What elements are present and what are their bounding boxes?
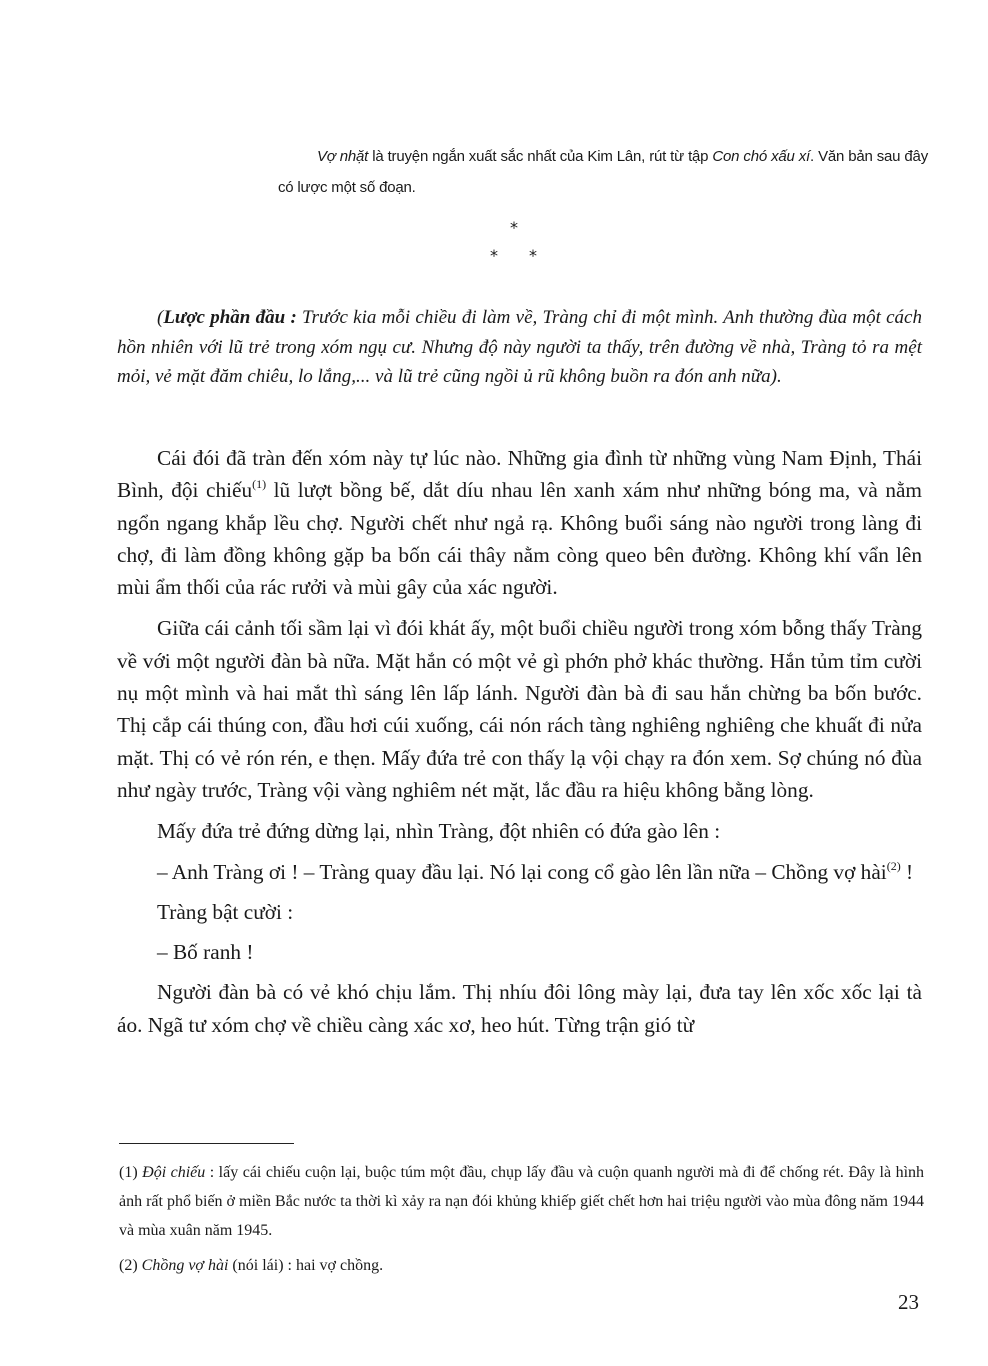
summary-close: ).: [770, 366, 782, 387]
intro-note: [278, 141, 928, 203]
story-title: Vợ nhặt: [317, 148, 369, 165]
summary-text: Trước kia mỗi chiều đi làm về, Tràng chỉ đi một mình. Anh thường đùa một cách hồn nhiên với lũ trẻ trong xóm ngụ cư. Nhưng độ này người ta thấy, trên đường về nhà, Tràng tỏ ra mệt mỏi, vẻ mặt đăm chiêu, lo lắng,... và lũ trẻ cũng ngồi ủ rũ không buồn ra đón anh nữa: [117, 307, 922, 387]
footnote-1: [119, 1158, 924, 1245]
collection-title: Con chó xấu xí: [712, 148, 811, 165]
footnote-2-number: (2): [119, 1257, 142, 1274]
footnote-ref-2: (2): [886, 858, 901, 873]
paragraph-4-text-b: !: [900, 859, 914, 884]
intro-text-2: . Văn bản sau đây có lược một số đoạn.: [278, 148, 928, 196]
main-text: [117, 442, 922, 1050]
intro-text-1: là truyện ngắn xuất sắc nhất của Kim Lân, rút từ tập: [368, 148, 713, 165]
paragraph-6: – Bố ranh !: [157, 940, 254, 965]
footnote-divider: [119, 1143, 294, 1144]
paragraph-7: Người đàn bà có vẻ khó chịu lắm. Thị nhíu đôi lông mày lại, đưa tay lên xốc xốc lại tà áo. Ngã tư xóm chợ về chiều càng xác xơ, heo hút. Từng trận gió từ: [117, 980, 922, 1037]
footnote-2-term: Chồng vợ hài: [141, 1257, 229, 1274]
footnote-1-term: Đội chiếu: [142, 1164, 206, 1181]
paragraph-1: [117, 442, 922, 603]
asterisk-left: *: [490, 246, 498, 265]
footnote-2-text: (nói lái) : hai vợ chồng.: [228, 1257, 384, 1274]
paragraph-4: [117, 856, 922, 888]
paragraph-1-text-b: lũ lượt bồng bế, dắt díu nhau lên xanh xám như những bóng ma, và nằm ngổn ngang khắp lều chợ. Người chết như ngả rạ. Không buổi sáng nào người trong làng đi chợ, đi làm đồng không gặp ba bốn cái thây nằm còng queo bên đường. Không khí vẩn lên mùi ẩm thối của rác rưởi và mùi gây của xác người.: [117, 478, 922, 600]
asterisk-right: *: [529, 246, 537, 265]
summary-paragraph: [117, 303, 922, 392]
footnotes: [119, 1158, 924, 1286]
asterisk-top: *: [510, 218, 518, 237]
footnote-ref-1: (1): [252, 477, 267, 492]
paragraph-1-text-a: Cái đói đã tràn đến xóm này tự lúc nào. Những gia đình từ những vùng Nam Định, Thái Bình, đội chiếu: [117, 446, 922, 503]
footnote-1-text: : lấy cái chiếu cuộn lại, buộc túm một đầu, chụp lấy đầu và cuộn quanh người mà đi để chống rét. Đây là hình ảnh rất phổ biến ở miền Bắc nước ta thời kì xảy ra nạn đói khủng khiếp giết chết hơn hai triệu người vào mùa đông năm 1944 và mùa xuân năm 1945.: [119, 1164, 925, 1239]
footnote-2: [119, 1251, 924, 1280]
paragraph-4-text-a: – Anh Tràng ơi ! – Tràng quay đầu lại. Nó lại cong cổ gào lên lần nữa – Chồng vợ hài: [157, 859, 887, 884]
paragraph-5: Tràng bật cười :: [157, 899, 294, 924]
paragraph-2: Giữa cái cảnh tối sầm lại vì đói khát ấy, một buổi chiều người trong xóm bỗng thấy Tràng về với một người đàn bà nữa. Mặt hắn có một vẻ gì phớn phở khác thường. Hắn tủm tỉm cười nụ một mình và hai mắt thì sáng lên lấp lánh. Người đàn bà đi sau hắn chừng ba bốn bước. Thị cắp cái thúng con, đầu hơi cúi xuống, cái nón rách tàng nghiêng nghiêng che khuất đi nửa mặt. Thị có vẻ rón rén, e thẹn. Mấy đứa trẻ con thấy lạ vội chạy ra đón xem. Sợ chúng nó đùa như ngày trước, Tràng vội vàng nghiêm nét mặt, lắc đầu ra hiệu không bằng lòng.: [117, 616, 922, 802]
summary-open: (: [157, 307, 164, 328]
page-number: 23: [898, 1290, 919, 1314]
footnote-1-number: (1): [119, 1164, 143, 1181]
summary-label: Lược phần đầu :: [163, 307, 297, 328]
paragraph-3: Mấy đứa trẻ đứng dừng lại, nhìn Tràng, đột nhiên có đứa gào lên :: [157, 819, 721, 844]
